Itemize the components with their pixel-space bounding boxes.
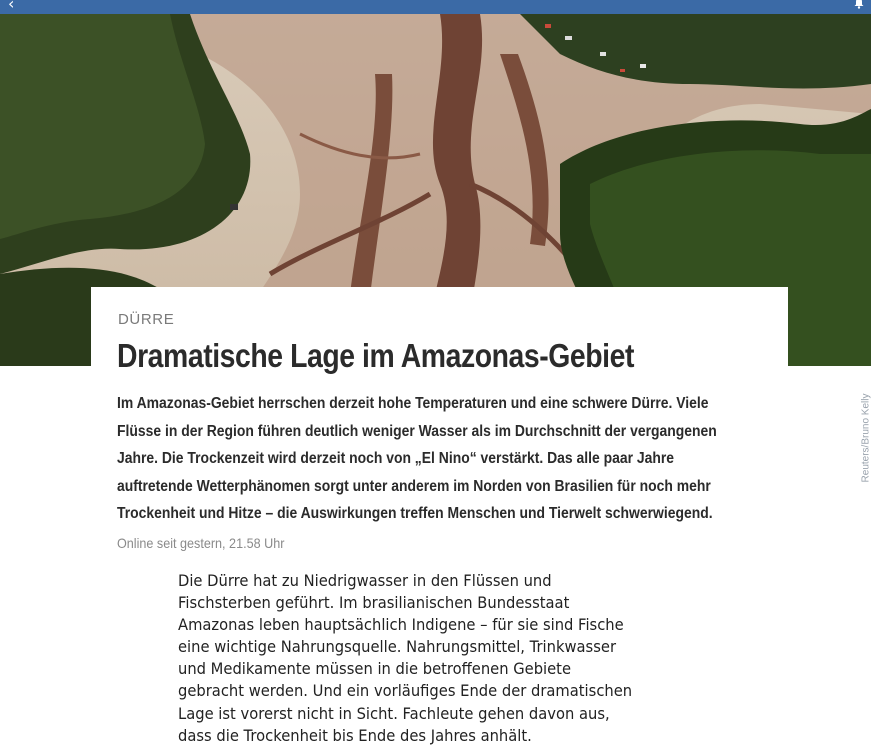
article-kicker: DÜRRE (118, 311, 175, 328)
article-timestamp: Online seit gestern, 21.58 Uhr (117, 535, 285, 551)
photo-credit (858, 384, 871, 492)
bell-icon[interactable] (853, 0, 865, 9)
article-title: Dramatische Lage im Amazonas-Gebiet (117, 337, 634, 374)
top-bar (0, 0, 871, 14)
chevron-left-icon[interactable]: ‹ (8, 0, 15, 13)
photo-credit-text: Reuters/Bruno Kelly (860, 393, 871, 483)
article-lead: Im Amazonas-Gebiet herrschen derzeit hohe Temperaturen und eine schwere Dürre. Viele Flüsse in der Region führen deutlich weniger Wasser als im Durchschnitt der vergangenen Jahre. Die Trockenzeit wird derzeit noch von „El Nino“ verstärkt. Das alle paar Jahre auftretende Wetterphänomen sorgt unter anderem im Norden von Brasilien für noch mehr Trockenheit und Hitze – die Auswirkungen treffen Menschen und Tierwelt schwerwiegend. (117, 395, 717, 522)
article-body: Die Dürre hat zu Niedrigwasser in den Flüssen und Fischsterben geführt. Im brasilianischen Bundesstaat Amazonas leben hauptsächlich Indigene – für sie sind Fische eine wichtige Nahrungsquelle. Nahrungsmittel, Trinkwasser und Medikamente müssen in die betroffenen Gebiete gebracht werden. Und ein vorläufiges Ende der dramatischen Lage ist vorerst nicht in Sicht. Fachleute gehen davon aus, dass die Trockenheit bis Ende des Jahres anhält. (178, 571, 633, 745)
